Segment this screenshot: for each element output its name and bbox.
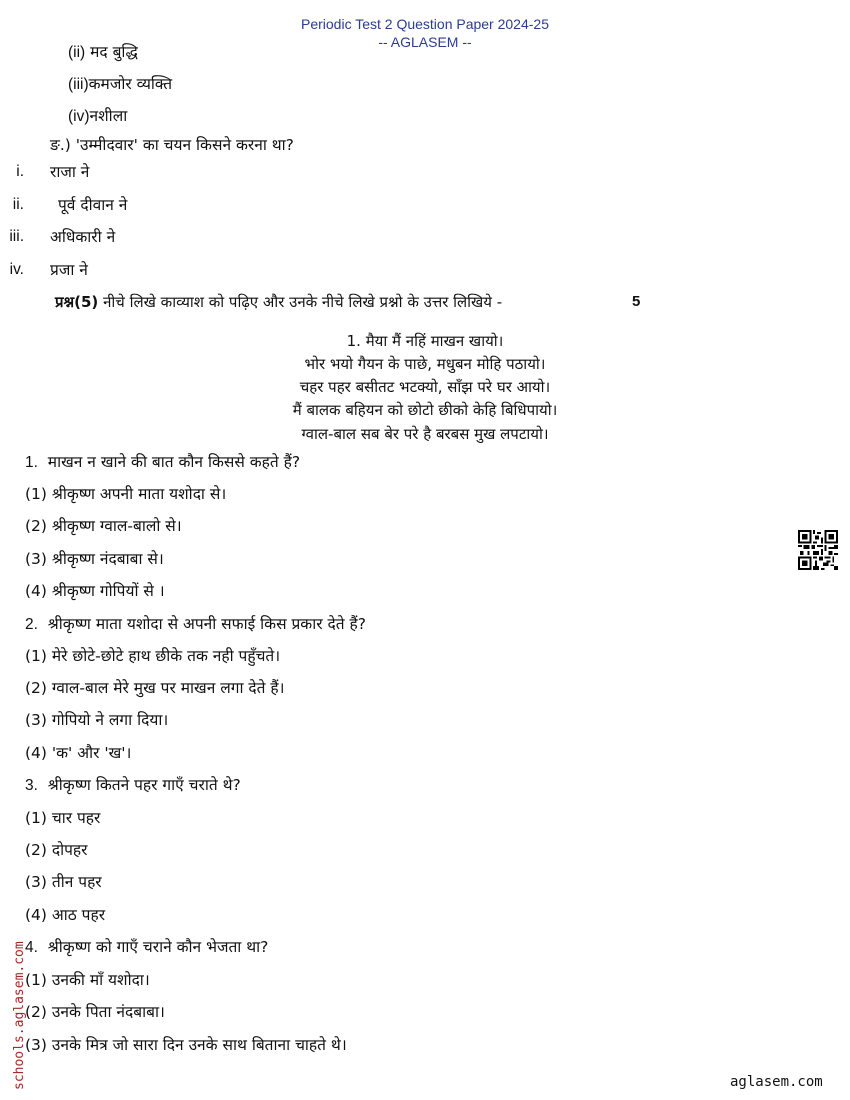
answer-option: (3) श्रीकृष्ण नंदबाबा से। [25,550,164,568]
roman-option: राजा ने [50,163,90,181]
side-watermark: schools.aglasem.com [12,941,27,1090]
roman-num: iii. [9,228,24,245]
question: 2. श्रीकृष्ण माता यशोदा से अपनी सफाई किस प्रकार देते हैं? [25,615,366,633]
answer-option: (1) चार पहर [25,809,101,827]
roman-num: iv. [9,261,24,278]
roman-option: अधिकारी ने [50,228,116,246]
page-header-title: Periodic Test 2 Question Paper 2024-25 [300,16,549,32]
answer-option: (2) श्रीकृष्ण ग्वाल-बालो से। [25,517,182,535]
poem-line: मैं बालक बहियन को छोटो छीको केहि बिधिपायो। [292,401,558,419]
poem-line: ग्वाल-बाल सब बेर परे है बरबस मुख लपटायो। [301,425,549,443]
poem-line: चहर पहर बसीतट भटक्यो, साँझ परे घर आयो। [299,378,551,396]
poem-line: भोर भयो गैयन के पाछे, मधुबन मोहि पठायो। [304,355,546,373]
prev-option: (iv)नशीला [68,107,128,125]
answer-option: (1) श्रीकृष्ण अपनी माता यशोदा से। [25,485,227,503]
roman-option: प्रजा ने [50,261,88,279]
footer-site[interactable]: aglasem.com [730,1074,823,1090]
answer-option: (2) दोपहर [25,841,88,859]
answer-option: (2) उनके पिता नंदबाबा। [25,1003,165,1021]
page-header-source: -- AGLASEM -- [378,34,472,50]
question: 3. श्रीकृष्ण कितने पहर गाएँ चराते थे? [25,776,241,794]
prev-option: (iii)कमजोर व्यक्ति [68,75,173,93]
question: 4. श्रीकृष्ण को गाएँ चराने कौन भेजता था? [25,938,269,956]
poem-line: 1. मैया मैं नहिं माखन खायो। [346,332,504,350]
answer-option: (3) उनके मित्र जो सारा दिन उनके साथ बिताना चाहते थे। [25,1036,347,1054]
roman-option: पूर्व दीवान ने [58,196,128,214]
roman-num: i. [16,163,24,180]
answer-option: (2) ग्वाल-बाल मेरे मुख पर माखन लगा देते हैं। [25,679,285,697]
qr-code-icon[interactable] [798,530,838,570]
answer-option: (4) आठ पहर [25,906,106,924]
answer-option: (1) मेरे छोटे-छोटे हाथ छीके तक नही पहुँचते। [25,647,281,665]
question-5-marks: 5 [632,293,641,310]
sub-question-e: ङ.) 'उम्मीदवार' का चयन किसने करना था? [50,136,294,154]
answer-option: (4) 'क' और 'ख'। [25,744,132,762]
question-5-heading: प्रश्न(5) नीचे लिखे काव्याश को पढ़िए और उनके नीचे लिखे प्रश्नो के उत्तर लिखिये - [55,293,503,311]
answer-option: (3) तीन पहर [25,873,102,891]
answer-option: (1) उनकी माँ यशोदा। [25,971,150,989]
question: 1. माखन न खाने की बात कौन किससे कहते हैं? [25,453,301,471]
roman-num: ii. [12,196,24,213]
answer-option: (4) श्रीकृष्ण गोपियों से । [25,582,165,600]
answer-option: (3) गोपियो ने लगा दिया। [25,711,169,729]
prev-option: (ii) मद बुद्धि [68,43,138,61]
